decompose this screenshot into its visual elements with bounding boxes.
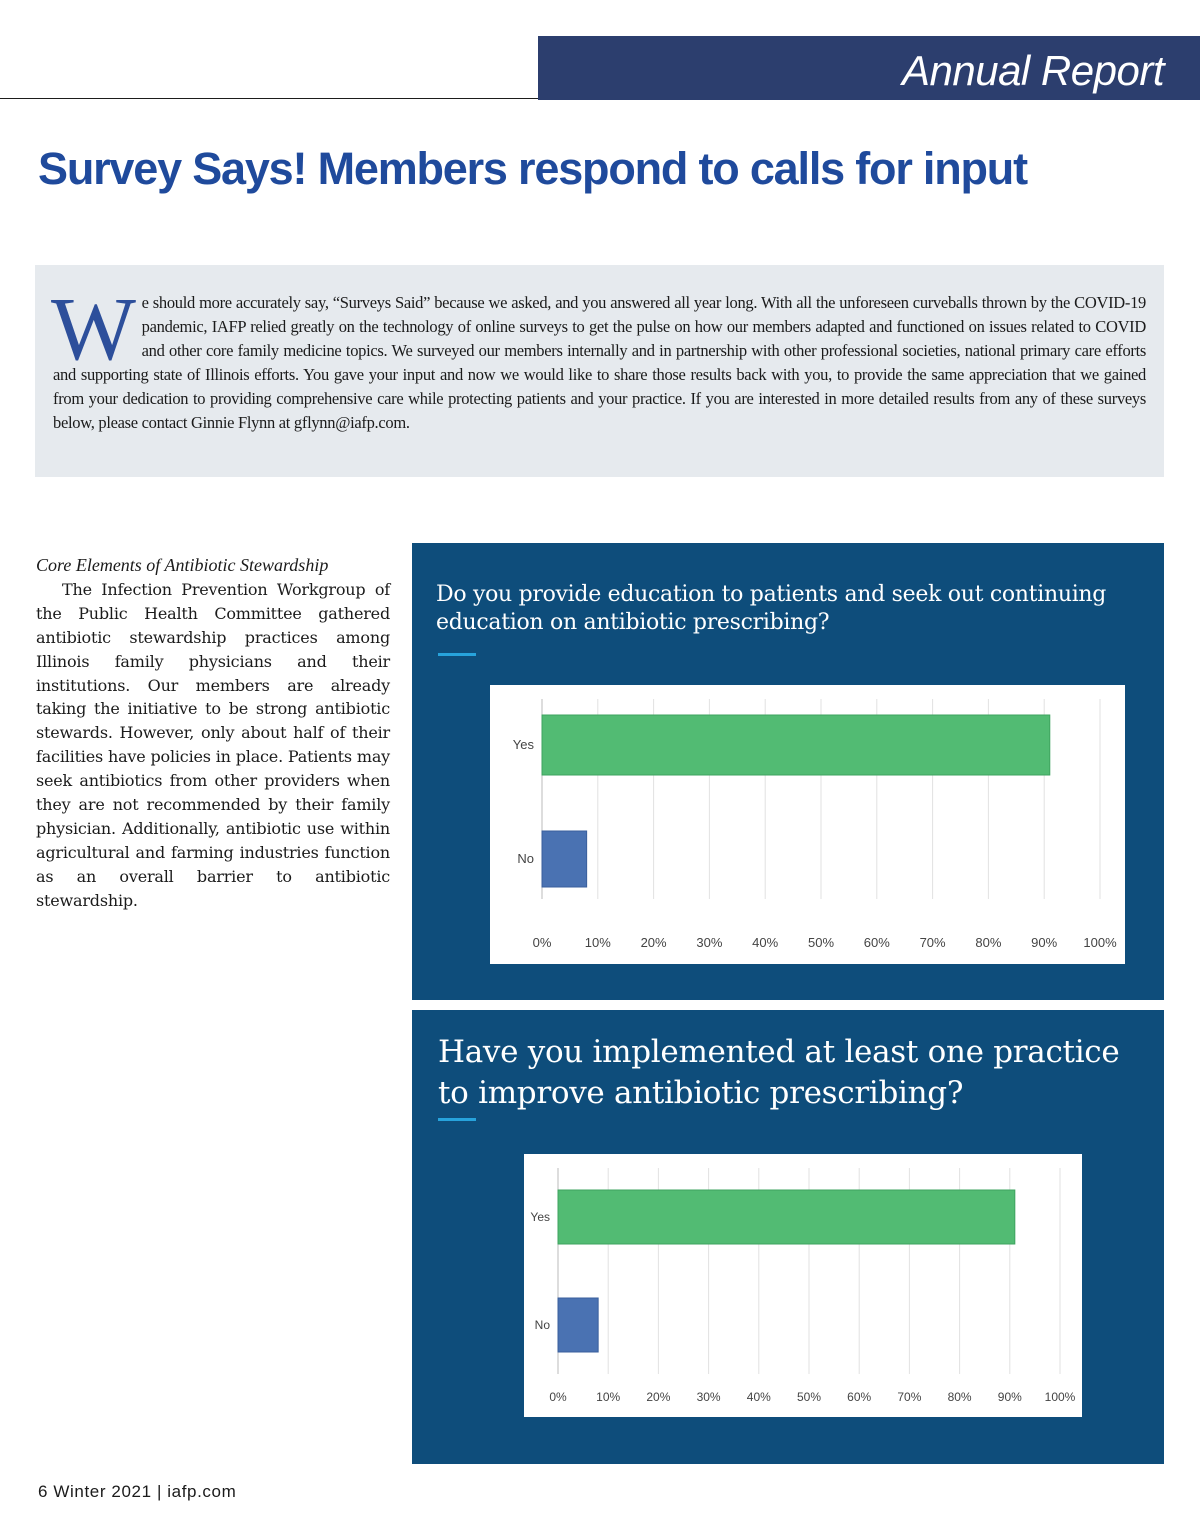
- x-tick-label: 90%: [997, 1390, 1022, 1404]
- x-tick-label: 10%: [584, 935, 611, 950]
- x-tick-label: 20%: [646, 1390, 671, 1404]
- chart-title: Have you implemented at least one practice to improve antibiotic prescribing?: [438, 1034, 1120, 1111]
- x-tick-label: 70%: [919, 935, 946, 950]
- chart-card: [524, 1154, 1082, 1417]
- x-tick-label: 100%: [1083, 935, 1117, 950]
- x-tick-label: 70%: [897, 1390, 922, 1404]
- bar-yes: [542, 715, 1050, 775]
- header-band: [538, 36, 1200, 100]
- bar-chart-implementation: [524, 1154, 1082, 1417]
- x-tick-label: 30%: [696, 1390, 721, 1404]
- category-label: Yes: [530, 1210, 550, 1224]
- x-tick-label: 40%: [746, 1390, 771, 1404]
- header-rule: [0, 98, 540, 99]
- x-tick-label: 40%: [752, 935, 779, 950]
- x-tick-label: 60%: [847, 1390, 872, 1404]
- x-tick-label: 50%: [807, 935, 835, 950]
- chart-panel-implementation: [412, 1010, 1164, 1464]
- category-label: No: [534, 1318, 550, 1332]
- category-label: Yes: [512, 737, 534, 752]
- x-tick-label: 60%: [863, 935, 890, 950]
- x-tick-label: 90%: [1031, 935, 1058, 950]
- bar-no: [558, 1298, 598, 1352]
- sidebar-article: [36, 554, 390, 913]
- x-tick-label: 100%: [1044, 1390, 1076, 1404]
- x-tick-label: 80%: [947, 1390, 972, 1404]
- chart-card: [490, 685, 1125, 964]
- chart-title: Do you provide education to patients and seek out continuing education on antibiotic prescribing?: [436, 582, 1107, 635]
- x-tick-label: 50%: [796, 1390, 822, 1404]
- sidebar-heading: Core Elements of Antibiotic Stewardship: [36, 555, 329, 575]
- bar-chart-education: [490, 685, 1125, 964]
- sidebar-body: The Infection Prevention Workgroup of the Public Health Committee gathered antibiotic stewardship practices among Illinois family physicians and their institutions. Our members are already taking the initiative to be strong antibiotic stewards. However, only about half of their facilities have policies in place. Patients may seek antibiotics from other providers when they are not recommended by their family physician. Additionally, antibiotic use within agricultural and farming industries function as an overall barrier to antibiotic stewardship.: [36, 579, 390, 910]
- intro-text: e should more accurately say, “Surveys Said” because we asked, and you answered all year long. With all the unforeseen curveballs thrown by the COVID-19 pandemic, IAFP relied greatly on the technology of online surveys to get the pulse on how our members adapted and functioned on issues related to COVID and other core family medicine topics. We surveyed our members internally and in partnership with other professional societies, national primary care efforts and supporting state of Illinois efforts. You gave your input and now we would like to share those results back with you, to provide the same appreciation that we gained from your dedication to providing comprehensive care while protecting patients and your practice. If you are interested in more detailed results from any of these surveys below, please contact Ginnie Flynn at gflynn@iafp.com.: [53, 293, 1146, 432]
- drop-cap: W: [51, 280, 136, 379]
- x-tick-label: 20%: [640, 935, 667, 950]
- x-tick-label: 0%: [532, 935, 552, 950]
- accent-line: [438, 653, 476, 656]
- x-tick-label: 80%: [975, 935, 1002, 950]
- x-tick-label: 10%: [596, 1390, 621, 1404]
- page-footer: 6 Winter 2021 | iafp.com: [38, 1482, 237, 1501]
- section-title: Annual Report: [901, 47, 1164, 94]
- intro-box: [35, 265, 1164, 477]
- intro-paragraph: [51, 280, 1146, 435]
- bar-yes: [558, 1190, 1015, 1244]
- x-tick-label: 0%: [549, 1390, 567, 1404]
- accent-line: [438, 1118, 476, 1121]
- page-title: Survey Says! Members respond to calls for input: [38, 143, 1027, 194]
- bar-no: [542, 831, 587, 887]
- category-label: No: [517, 851, 534, 866]
- x-tick-label: 30%: [696, 935, 723, 950]
- chart-panel-education: [412, 543, 1164, 1000]
